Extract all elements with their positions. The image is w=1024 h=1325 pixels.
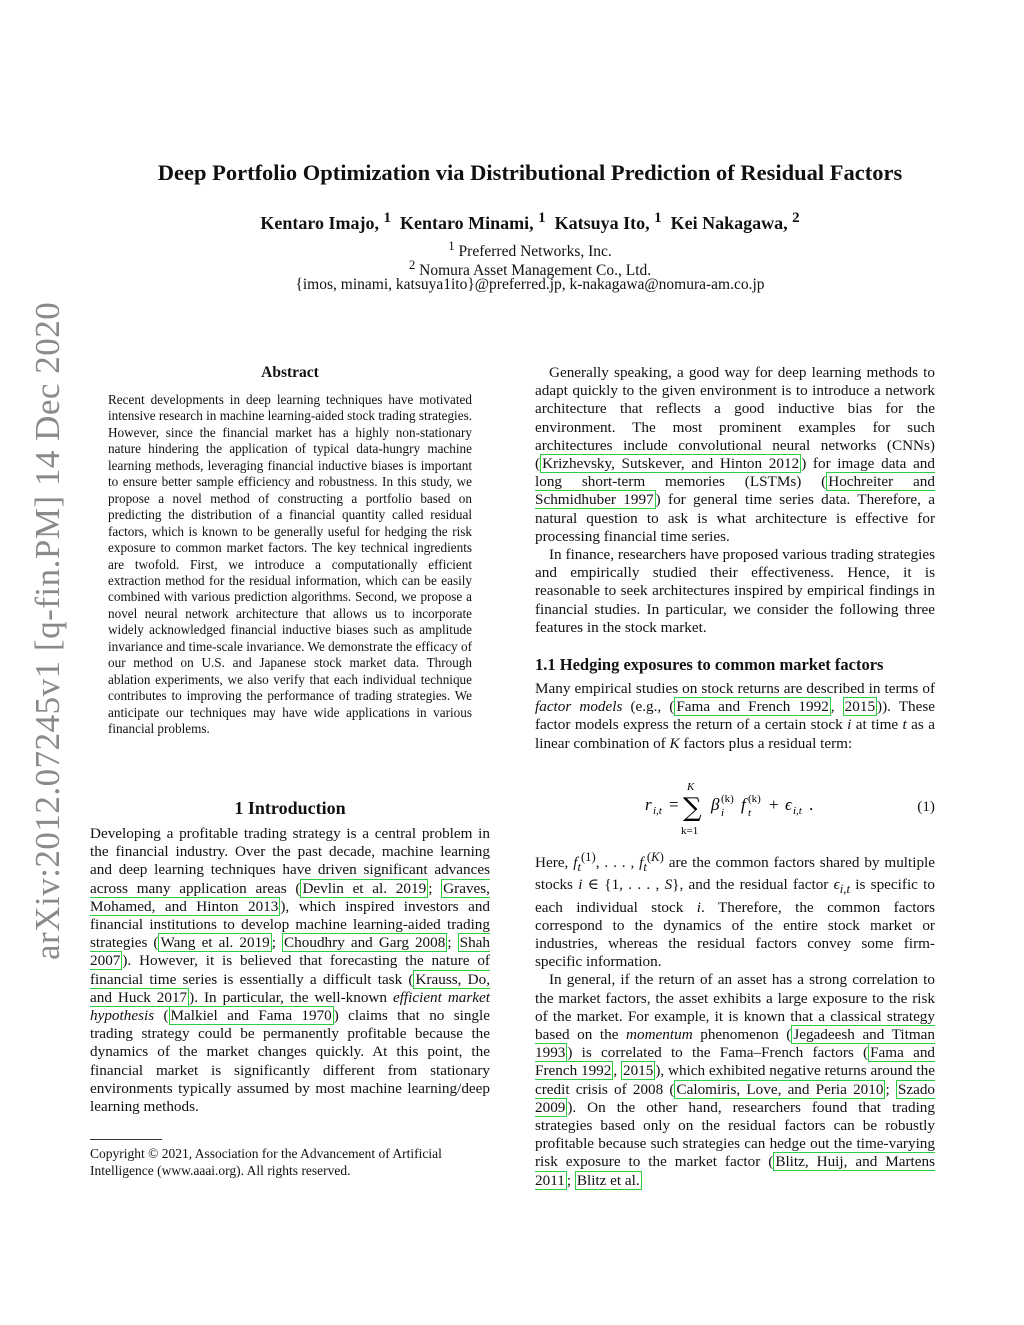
citation-link[interactable]: Krizhevsky, Sutskever, and Hinton 2012 xyxy=(542,455,800,473)
equation-formula xyxy=(635,778,925,838)
author: Kentaro Minami, xyxy=(399,213,534,233)
citation-link[interactable]: Blitz et al. xyxy=(576,1171,640,1189)
svg-text:i,t: i,t xyxy=(793,805,802,817)
arxiv-stamp: arXiv:2012.07245v1 [q-fin.PM] 14 Dec 2020 xyxy=(28,301,67,960)
citation-link[interactable]: Krauss, Do, and Huck 2017 xyxy=(90,970,490,1006)
paragraph: Many empirical studies on stock returns are described in terms of factor models (e.g., ( Fama and French 1992 , 2015 )). These factor models express the return of a certain stock i at time t as a linear combination of K factors plus a residual term: xyxy=(535,680,936,752)
svg-text:ϵ: ϵ xyxy=(785,795,792,814)
citation-link[interactable]: Wang et al. 2019 xyxy=(160,934,270,952)
abstract-text: Recent developments in deep learning techniques have motivated intensive research in machine learning-aided stock trading strategies. However, since the financial market has a highly non-stationary nature hindering the application of typical data-hungry machine learning methods, leveraging financial inductive biases is important to ensure better sample efficiency and robustness. In this study, we propose a novel method of constructing a portfolio based on predicting the distribution of a financial quantity called residual factors, which is known to be generally useful for hedging the risk exposure to common market factors. The key technical ingredients are twofold. First, we introduce a computationally efficient extraction method for the residual information, which can be easily combined with various prediction algorithms. Second, we propose a novel neural network architecture that allows us to incorporate widely acknowledged financial inductive biases such as amplitude invariance and time-scale invariance. We demonstrate the efficacy of our method on U.S. and Japanese stock market data. Through ablation experiments, we also verify that each individual technique contributes to improving the performance of trading strategies. We anticipate our techniques may have wide applications in various financial problems. xyxy=(108,392,472,737)
subsection-heading: 1.1 Hedging exposures to common market factors xyxy=(535,655,884,674)
equation-number: (1) xyxy=(917,798,935,815)
svg-text:t: t xyxy=(748,807,752,819)
author-mark: 1 xyxy=(538,210,546,226)
svg-text:k=1: k=1 xyxy=(681,825,699,837)
author-list xyxy=(90,210,970,234)
author: Katsuya Ito, xyxy=(554,213,650,233)
author-mark: 1 xyxy=(654,210,662,226)
citation-link[interactable]: Malkiel and Fama 1970 xyxy=(170,1007,332,1025)
intro-paragraph: Developing a profitable trading strategy is a central problem in the financial industry. Over the past decade, machine learning and deep learning techniques have driven significant advances across many application areas ( Devlin et al. 2019 ; Graves, Mohamed, and Hinton 2013 ), which inspired investors and financial institutions to develop machine learning-aided trading strategies ( Wang et al. 2019 ; Choudhry and Garg 2008 ; Shah 2007 ). However, it is believed that forecasting the nature of financial time series is essentially a difficult task ( Krauss, Do, and Huck 2017 ). In particular, the well-known efficient market hypothesis ( Malkiel and Fama 1970 ) claims that no single trading strategy could be permanently profitable because the dynamics of the market changes quickly. At this point, the financial market is significantly different from stationary environments typically assumed by most machine learning/deep learning methods. xyxy=(90,825,491,1116)
citation-link[interactable]: Hochreiter and Schmidhuber 1997 xyxy=(535,473,935,509)
citation-link[interactable]: 2015 xyxy=(622,1062,654,1080)
citation-link[interactable]: Devlin et al. 2019 xyxy=(302,879,427,897)
author: Kentaro Imajo, xyxy=(260,213,379,233)
citation-link[interactable]: Graves, Mohamed, and Hinton 2013 xyxy=(90,879,490,915)
author-mark: 2 xyxy=(792,210,800,226)
citation-link[interactable]: Choudhry and Garg 2008 xyxy=(284,934,446,952)
svg-text:.: . xyxy=(809,795,814,814)
citation-link[interactable]: Shah 2007 xyxy=(90,934,490,970)
citation-link[interactable]: Fama and French 1992 xyxy=(535,1044,936,1080)
svg-text:r: r xyxy=(645,795,652,814)
paper-title: Deep Portfolio Optimization via Distributional Prediction of Residual Factors xyxy=(157,160,903,185)
equation-1 xyxy=(535,778,935,838)
citation-link[interactable]: Szado 2009 xyxy=(535,1080,936,1116)
svg-text:(k): (k) xyxy=(721,793,734,805)
section-heading: 1 Introduction xyxy=(234,798,346,818)
citation-link[interactable]: Jegadeesh and Titman 1993 xyxy=(535,1025,935,1062)
author: Kei Nakagawa, xyxy=(670,213,788,233)
affiliation: $^1$ Preferred Networks, Inc. xyxy=(448,238,612,261)
svg-text:∑: ∑ xyxy=(683,793,702,823)
svg-text:f: f xyxy=(741,795,746,814)
svg-text:K: K xyxy=(687,781,695,793)
paragraph: In finance, researchers have proposed various trading strategies and empirically studied their effectiveness. Hence, it is reasonable to seek architectures inspired by empirical findings in financial studies. In particular, we consider the following three features in the stock market. xyxy=(535,546,935,636)
paragraph: Generally speaking, a good way for deep learning methods to adapt quickly to the given environment is to introduce a network architecture that reflects a good inductive bias for the environment. The most prominent examples for such architectures include convolutional neural networks (CNNs) ( Krizhevsky, Sutskever, and Hinton 2012 ) for image data and long short-term memories (LSTMs) ( Hochreiter and Schmidhuber 1997 ) for general time series data. Therefore, a natural question to ask is what architecture is effective for processing financial time series. In finance, researchers have proposed various trading strategies and empirically studied their effectiveness. Hence, it is reasonable to seek architectures inspired by empirical findings in financial studies. In particular, we consider the following three features in the stock market. xyxy=(535,364,935,636)
svg-text:(k): (k) xyxy=(748,793,761,805)
citation-link[interactable]: Blitz, Huij, and Martens 2011 xyxy=(535,1153,936,1189)
svg-text:i,t: i,t xyxy=(653,805,662,817)
author-mark: 1 xyxy=(383,210,391,226)
citation-link[interactable]: Calomiris, Love, and Peria 2010 xyxy=(676,1080,884,1098)
footnote-rule xyxy=(90,1139,162,1140)
copyright-footnote: Copyright © 2021, Association for the Advancement of Artificial Intelligence (www.aaai.org). All rights reserved. xyxy=(90,1146,442,1178)
affiliation: $^2$ Nomura Asset Management Co., Ltd. xyxy=(408,257,652,280)
svg-text:β: β xyxy=(711,795,720,814)
svg-text:+: + xyxy=(769,795,779,814)
abstract-heading: Abstract xyxy=(261,364,319,381)
svg-text:=: = xyxy=(669,795,679,814)
svg-text:i: i xyxy=(721,807,725,819)
paragraph: Here, $f_t^{(1)}$, . . . , $f_t^{(K)}$ are the common factors shared by multiple stocks i ∈ {1, . . . , S}, and the residual factor $\epsilon_{i,t}$ is specific to each individual stock i. Therefore, the common factors correspond to the dynamics of the entire stock market or industries, whereas the residual factors convey some firm-specific information. In general, if the return of an asset has a strong correlation to the market factors, the asset exhibits a large exposure to the risk of the market. For example, it is known that a classical strategy based on the momentum phenomenon ( Jegadeesh and Titman 1993 ) is correlated to the Fama–French factors ( Fama and French 1992 , 2015 ), which exhibited negative returns around the credit crisis of 2008 ( Calomiris, Love, and Peria 2010 ; Szado 2009 ). On the other hand, researchers found that trading strategies based only on the residual factors can be robustly profitable because such strategies can hedge out the time-varying risk exposure to the market factor ( Blitz, Huij, and Martens 2011 ; Blitz et al. xyxy=(535,850,936,1189)
citation-link[interactable]: 2015 xyxy=(844,698,876,716)
author-emails: {imos, minami, katsuya1ito}@preferred.jp, k-nakagawa@nomura-am.co.jp xyxy=(295,276,765,293)
citation-link[interactable]: Fama and French 1992 xyxy=(676,698,829,716)
